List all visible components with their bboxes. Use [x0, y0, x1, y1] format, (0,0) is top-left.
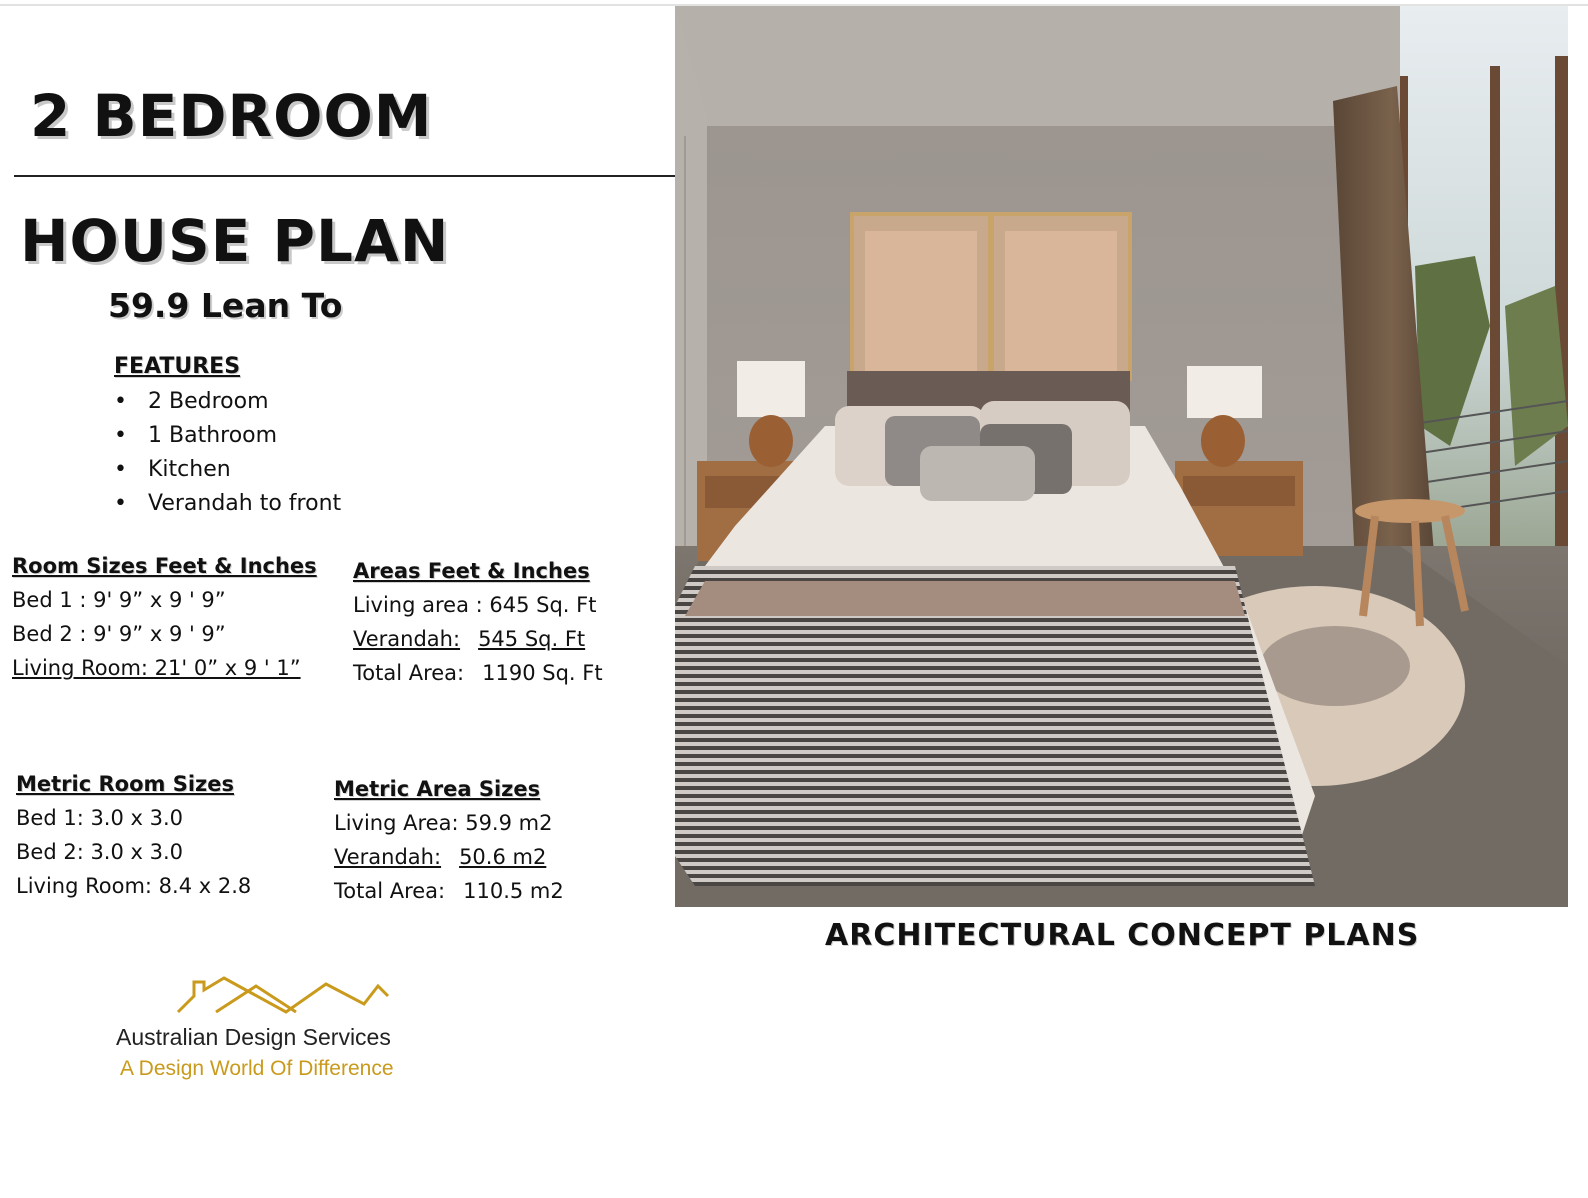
area-value: 59.9 m2 [465, 811, 553, 835]
caption: ARCHITECTURAL CONCEPT PLANS [825, 918, 1420, 953]
area-value: 645 Sq. Ft [489, 593, 597, 617]
area-value: 1190 Sq. Ft [482, 661, 603, 685]
room-sizes-imperial-heading: Room Sizes Feet & Inches [12, 554, 317, 578]
area-label: Verandah: [353, 627, 461, 651]
plan-name: 59.9 Lean To [108, 286, 343, 325]
room-size-row: Bed 2 : 9' 9” x 9 ' 9” [12, 622, 226, 646]
company-logo [116, 974, 461, 1094]
features-list [114, 386, 341, 522]
area-value: 110.5 m2 [463, 879, 564, 903]
metric-room-row: Bed 2: 3.0 x 3.0 [16, 840, 184, 864]
room-sizes-imperial [12, 550, 317, 686]
room-size-row: Bed 1 : 9' 9” x 9 ' 9” [12, 588, 226, 612]
room-sizes-metric [16, 768, 251, 904]
area-row [353, 657, 603, 691]
area-value: 545 Sq. Ft [478, 627, 586, 651]
metric-room-row: Living Room: 8.4 x 2.8 [16, 874, 252, 898]
title-divider [14, 175, 677, 177]
areas-metric-heading: Metric Area Sizes [334, 777, 541, 801]
room-size-row: Living Room: 21' 0” x 9 ' 1” [12, 656, 301, 680]
title-house-plan: HOUSE PLAN [20, 207, 450, 275]
area-value: 50.6 m2 [459, 845, 547, 869]
room-sizes-metric-heading: Metric Room Sizes [16, 772, 234, 796]
area-row [353, 589, 603, 623]
area-label: Total Area: [334, 879, 446, 903]
area-label: Living area : [353, 593, 483, 617]
metric-area-row [334, 841, 564, 875]
metric-room-row: Bed 1: 3.0 x 3.0 [16, 806, 184, 830]
area-label: Total Area: [353, 661, 465, 685]
roof-icon [176, 974, 396, 1016]
metric-area-row [334, 807, 564, 841]
feature-item: • 2 Bedroom [114, 386, 341, 420]
feature-item: • Kitchen [114, 454, 341, 488]
title-bedroom: 2 BEDROOM [30, 82, 433, 150]
area-row [353, 623, 603, 657]
company-name: Australian Design Services [116, 1024, 391, 1050]
areas-imperial [353, 555, 603, 691]
areas-imperial-heading: Areas Feet & Inches [353, 559, 590, 583]
bedroom-photo [675, 6, 1568, 907]
feature-item: • Verandah to front [114, 488, 341, 522]
area-label: Verandah: [334, 845, 442, 869]
areas-metric [334, 773, 564, 909]
features-heading: FEATURES [114, 354, 241, 379]
area-label: Living Area: [334, 811, 459, 835]
company-tagline: A Design World Of Difference [120, 1057, 394, 1080]
feature-item: • 1 Bathroom [114, 420, 341, 454]
metric-area-row [334, 875, 564, 909]
